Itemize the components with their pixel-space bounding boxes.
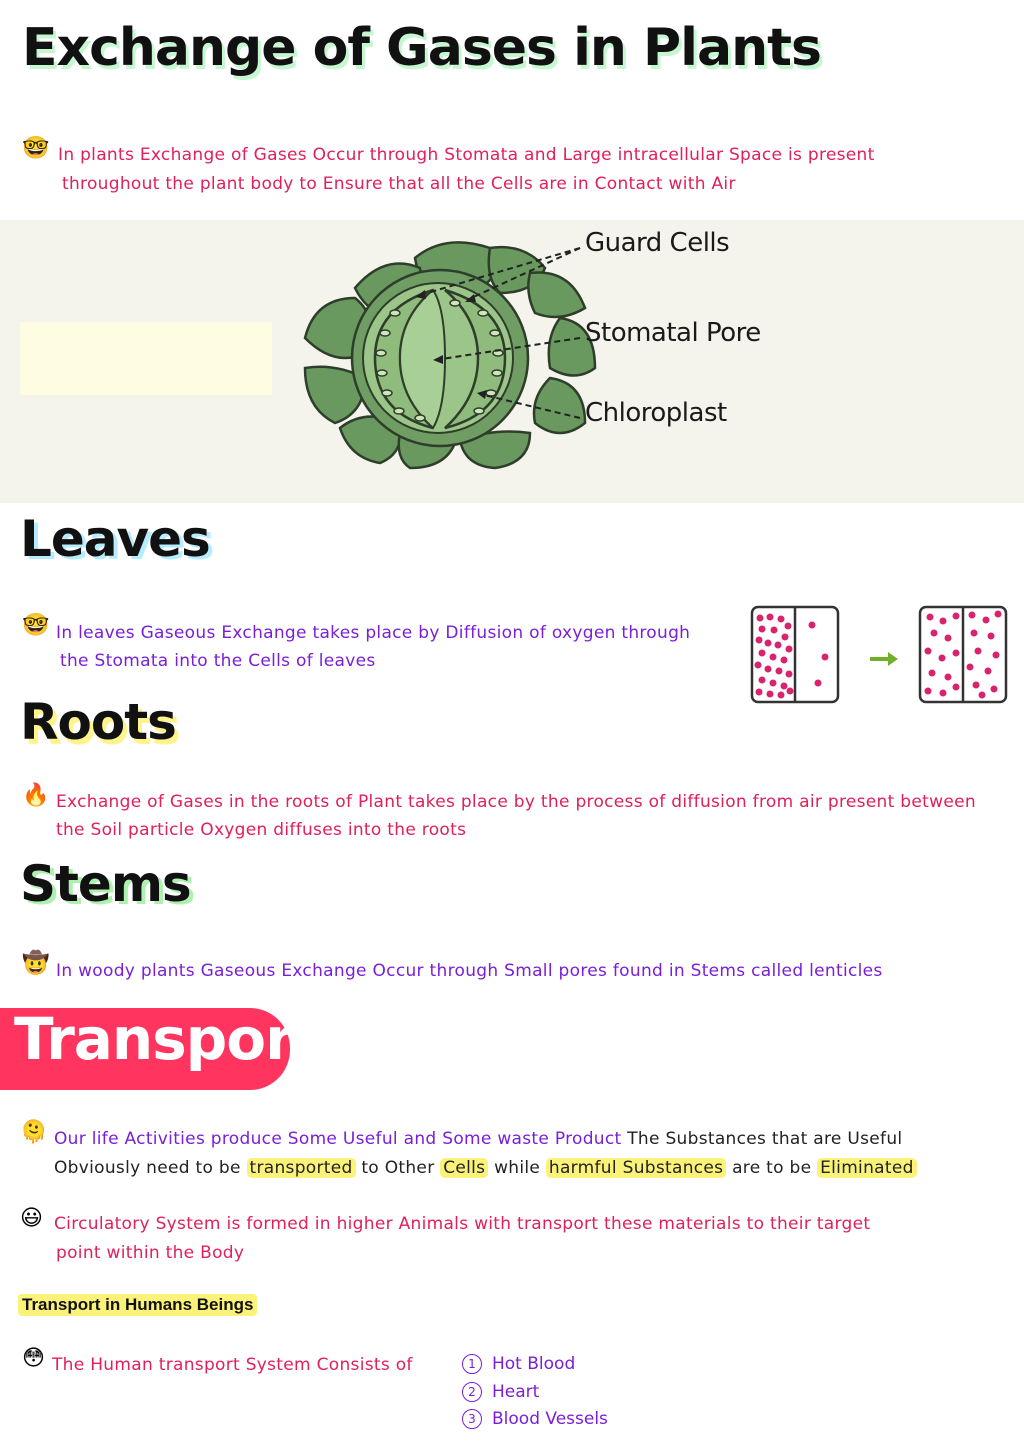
list-item — [462, 1354, 575, 1374]
list-number: 3 — [462, 1409, 482, 1429]
cowboy-emoji-icon: 🤠 — [22, 951, 50, 976]
label-stomatal-pore: Stomatal Pore — [585, 318, 761, 348]
highlight-transported: transported — [247, 1158, 356, 1178]
list-item — [462, 1409, 608, 1429]
roots-line-2: the Soil particle Oxygen diffuses into the roots — [56, 820, 467, 840]
transport-para2-line2: point within the Body — [56, 1243, 245, 1263]
melting-face-emoji-icon: 🫠 — [20, 1120, 48, 1145]
transport-para2-line1: Circulatory System is formed in higher Animals with transport these materials to their target — [54, 1214, 871, 1234]
list-number: 2 — [462, 1382, 482, 1402]
para1-text-g: while — [494, 1158, 541, 1178]
list-item-text: Hot Blood — [492, 1354, 576, 1374]
arrow-icon — [870, 652, 898, 666]
highlight-harmful-substances: harmful Substances — [546, 1158, 726, 1178]
list-item-text: Blood Vessels — [492, 1409, 608, 1429]
stems-line-1: In woody plants Gaseous Exchange Occur through Small pores found in Stems called lenticles — [56, 961, 883, 981]
para1-text-b: The Substances that are Useful — [627, 1129, 903, 1149]
smiley-emoji-icon: 😃 — [20, 1206, 43, 1231]
transport-humans-subheading: Transport in Humans Beings — [18, 1294, 257, 1316]
nerd-emoji-icon: 🤓 — [22, 136, 50, 161]
transport-heading: Transport — [14, 1005, 320, 1073]
stomata-diagram — [295, 228, 755, 478]
nerd-emoji-icon: 🤓 — [22, 613, 50, 638]
diffusion-diagram — [748, 603, 1010, 706]
blank-note-box — [20, 322, 272, 395]
fire-emoji-icon: 🔥 — [22, 783, 50, 808]
para1-text-a: Our life Activities produce Some Useful and Some waste Product — [54, 1129, 622, 1149]
transport-para1-line2 — [54, 1154, 917, 1183]
highlight-eliminated: Eliminated — [817, 1158, 917, 1178]
highlight-cells: Cells — [440, 1158, 488, 1178]
leaves-line-2: the Stomata into the Cells of leaves — [60, 651, 376, 671]
para1-text-e: to Other — [361, 1158, 435, 1178]
intro-line-2: throughout the plant body to Ensure that all the Cells are in Contact with Air — [62, 174, 736, 194]
label-chloroplast: Chloroplast — [585, 398, 727, 428]
list-number: 1 — [462, 1354, 482, 1374]
list-item — [462, 1382, 539, 1402]
para1-text-i: are to be — [732, 1158, 812, 1178]
roots-heading: Roots — [20, 693, 176, 751]
list-item-text: Heart — [492, 1382, 540, 1402]
para1-text-c: Obviously need to be — [54, 1158, 241, 1178]
leaves-heading: Leaves — [20, 510, 210, 568]
transport-para3-lead: The Human transport System Consists of — [52, 1355, 413, 1375]
roots-line-1: Exchange of Gases in the roots of Plant takes place by the process of diffusion from air present between — [56, 792, 976, 812]
label-guard-cells: Guard Cells — [585, 228, 730, 258]
page-title: Exchange of Gases in Plants — [22, 18, 821, 78]
stems-heading: Stems — [20, 855, 191, 913]
leaves-line-1: In leaves Gaseous Exchange takes place by Diffusion of oxygen through — [56, 623, 691, 643]
transport-para1-line1 — [54, 1125, 902, 1154]
flushed-emoji-icon: 😳 — [22, 1346, 45, 1371]
intro-line-1: In plants Exchange of Gases Occur through Stomata and Large intracellular Space is present — [58, 145, 875, 165]
